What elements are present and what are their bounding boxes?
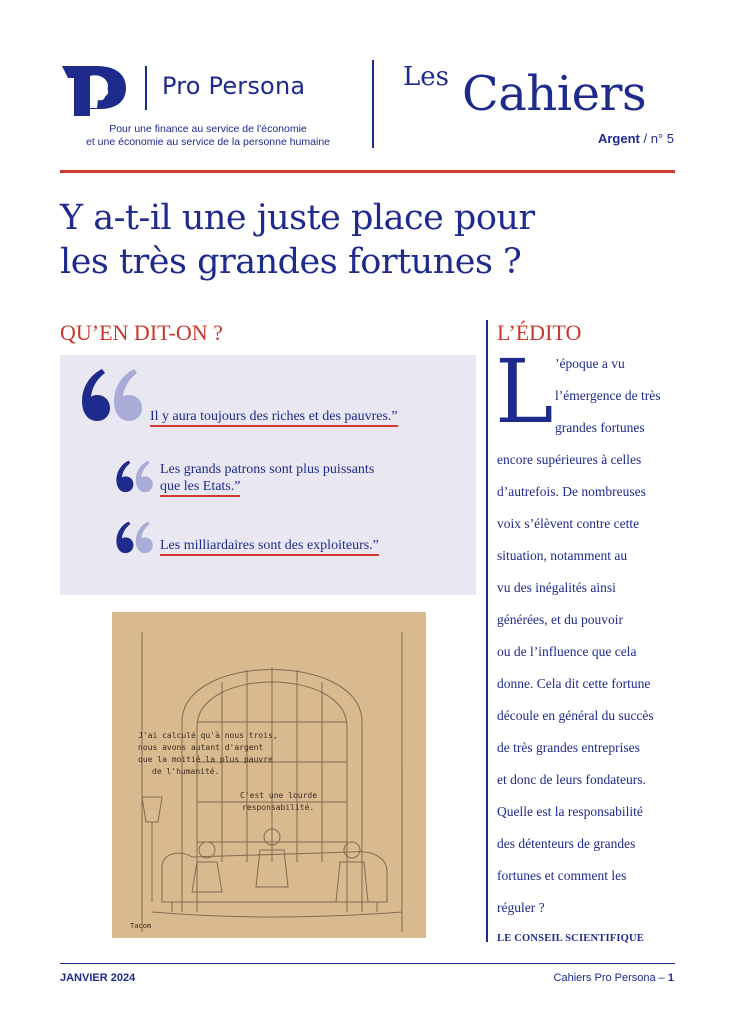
section-heading-quotes: QU’EN DIT-ON ?: [60, 320, 223, 345]
edito-line: encore supérieures à celles: [497, 452, 642, 467]
brand-name: Pro Persona: [162, 72, 306, 100]
quote-mark-icon: [114, 518, 154, 558]
edito-signature: LE CONSEIL SCIENTIFIQUE: [497, 933, 644, 944]
quote-3: Les milliardaires sont des exploiteurs.”: [160, 537, 379, 554]
cartoon-signature: Tacom: [130, 922, 152, 930]
edito-line: grandes fortunes: [555, 420, 645, 435]
section-heading-edito: L’ÉDITO: [497, 320, 582, 345]
cartoon-caption-line: C'est une lourde: [240, 791, 318, 800]
page-title: Y a-t-il une juste place pour les très grandes fortunes ?: [60, 198, 535, 282]
page-number: 1: [667, 972, 674, 984]
cartoon-caption-line: J'ai calculé qu'à nous trois,: [138, 731, 278, 740]
pro-persona-logo-icon: [60, 64, 130, 118]
cartoon-drawing: [112, 612, 426, 938]
large-quote-mark-icon: [78, 365, 144, 427]
footer-rule: [60, 963, 675, 964]
edito-line: Quelle est la responsabilité: [497, 804, 643, 819]
brand-tagline: Pour une finance au service de l'économie et une économie au service de la personne humaine: [86, 123, 330, 148]
edito-line: découle en général du succès: [497, 708, 654, 723]
footer-page-info: Cahiers Pro Persona – 1: [553, 972, 674, 984]
quote-1: Il y aura toujours des riches et des pauvres.”: [150, 408, 398, 425]
edito-line: d’autrefois. De nombreuses: [497, 484, 646, 499]
edito-line: l’émergence de très: [555, 388, 661, 403]
edito-line: fortunes et comment les: [497, 868, 627, 883]
edito-line: et donc de leurs fondateurs.: [497, 772, 646, 787]
edito-line: voix s’élèvent contre cette: [497, 516, 640, 531]
edito-line: des détenteurs de grandes: [497, 836, 636, 851]
edito-line: générées, et du pouvoir: [497, 612, 623, 627]
edito-line: donne. Cela dit cette fortune: [497, 676, 651, 691]
footer-date: JANVIER 2024: [60, 972, 136, 984]
series-prefix: Les: [403, 62, 449, 92]
cartoon-caption-line: nous avons autant d'argent: [138, 743, 264, 752]
edito-line: vu des inégalités ainsi: [497, 580, 616, 595]
brand-separator: [145, 66, 147, 110]
quote-mark-icon: [114, 457, 154, 497]
header-divider: [372, 60, 374, 148]
edito-drop-cap: L: [495, 340, 554, 443]
issue-label: Argent / n° 5: [597, 131, 674, 146]
edito-line: réguler ?: [497, 900, 545, 915]
cartoon-caption-line: responsabilité.: [242, 803, 315, 812]
series-name: Cahiers: [462, 66, 647, 122]
edito-line: situation, notamment au: [497, 548, 628, 563]
header-red-rule: [60, 170, 675, 173]
column-divider: [486, 320, 488, 942]
edito-line: de très grandes entreprises: [497, 740, 640, 755]
cartoon-caption-line: de l'humanité.: [152, 767, 220, 776]
quotes-box: [60, 355, 476, 595]
cartoon-caption-line: que la moitié la plus pauvre: [138, 755, 273, 764]
edito-line: ou de l’influence que cela: [497, 644, 637, 659]
edito-line: ’époque a vu: [555, 356, 625, 371]
cartoon-illustration: [112, 612, 426, 938]
quote-2: Les grands patrons sont plus puissants que les Etats.”: [160, 461, 374, 495]
